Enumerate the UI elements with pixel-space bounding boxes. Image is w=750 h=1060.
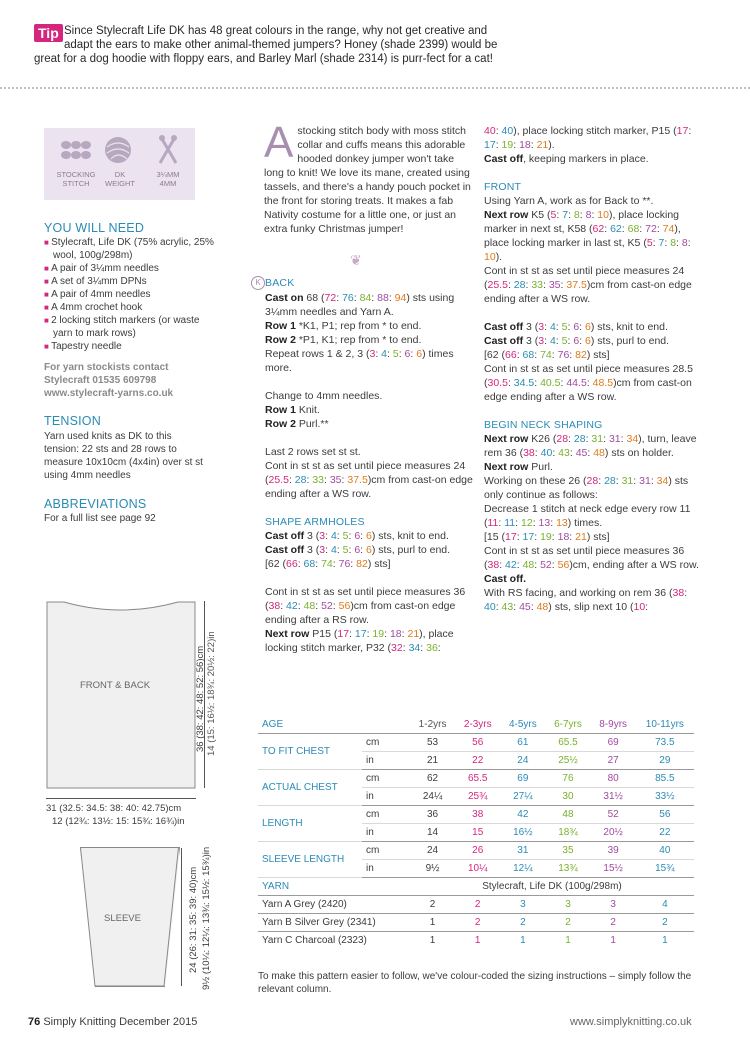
table-cell: 30 <box>545 788 590 806</box>
table-cell: 18¾ <box>545 824 590 842</box>
stockists: For yarn stockists contact Stylecraft 01535 609798 www.stylecraft-yarns.co.uk <box>44 362 174 399</box>
table-cell: 21 <box>410 752 455 770</box>
tip-badge: Tip <box>34 24 63 42</box>
table-cell: 35 <box>545 842 590 860</box>
list-item: ■ A 4mm crochet hook <box>44 301 214 314</box>
table-cell: 2 <box>500 914 545 932</box>
needles-icon <box>154 133 182 168</box>
front-back-diagram <box>46 600 196 790</box>
icon-box <box>44 128 195 200</box>
table-cell: 13¾ <box>545 860 590 878</box>
table-cell: 1 <box>565 935 571 946</box>
tension-text: Yarn used knits as DK to this tension: 22 sts and 28 rows to measure 10x10cm (4x4in) over st st using 4mm needles <box>44 431 203 481</box>
abbreviations-text: For a full list see page 92 <box>44 513 156 524</box>
table-cell: 1-2yrs <box>410 716 455 734</box>
width-arrow <box>46 798 196 799</box>
table-row <box>258 842 694 860</box>
sleeve-label: SLEEVE <box>104 913 141 924</box>
table-cell: 22 <box>636 824 694 842</box>
footer-url[interactable]: www.simplyknitting.co.uk <box>570 1016 692 1028</box>
table-cell: Yarn B Silver Grey (2341) <box>258 914 410 932</box>
table-cell: 65.5 <box>545 734 590 752</box>
materials-list <box>44 236 214 353</box>
back-heading: BACK <box>265 277 295 289</box>
sleeve-height-in: 9½ (10¼: 12¼: 13¾: 15½: 15¾)in <box>201 846 212 990</box>
table-cell: 31 <box>500 842 545 860</box>
you-will-need-heading: YOU WILL NEED <box>44 221 145 235</box>
list-item: ■ Stylecraft, Life DK (75% acrylic, 25% wool, 100g/298m) <box>44 236 214 262</box>
table-cell: cm <box>362 806 410 824</box>
list-item: ■ A pair of 3¼mm needles <box>44 262 214 275</box>
table-row <box>258 932 694 950</box>
table-cell: 4-5yrs <box>500 716 545 734</box>
table-cell: 2-3yrs <box>455 716 500 734</box>
icon-label-needles: 3¼MM 4MM <box>156 170 180 188</box>
intro: A stocking stitch body with moss stitch collar and cuffs means this adorable hooded donkey jumper won't take long to knit! We love its mane, created using tassels, and there's a handy pouch pocket in the front for storing treats. It makes a fab Nativity costume for a little one, or just an extra funky Christmas jumper! <box>264 118 471 235</box>
table-row <box>258 896 694 914</box>
table-cell: 56 <box>636 806 694 824</box>
front-height-in: 14 (15: 16½: 18¾: 20½: 22)in <box>206 631 217 756</box>
divider <box>0 87 750 89</box>
table-cell: 8-9yrs <box>591 716 636 734</box>
table-cell: Yarn A Grey (2420) <box>258 896 410 914</box>
table-cell: AGE <box>258 716 362 734</box>
table-cell: 61 <box>500 734 545 752</box>
table-cell: 2 <box>545 914 590 932</box>
list-item: ■ Tapestry needle <box>44 340 214 353</box>
table-row <box>258 914 694 932</box>
table-cell: in <box>362 860 410 878</box>
colour-coding-note: To make this pattern easier to follow, we've colour-coded the sizing instructions – simply follow the relevant column. <box>258 971 692 995</box>
table-cell: 1 <box>474 935 481 946</box>
table-cell: 22 <box>455 752 500 770</box>
ornament-icon: ❦ <box>350 252 362 268</box>
table-cell: 24 <box>410 842 455 860</box>
table-cell: LENGTH <box>258 806 362 842</box>
table-cell: 3 <box>500 896 545 914</box>
table-cell: YARN <box>258 878 362 896</box>
table-cell: 3 <box>591 896 636 914</box>
table-cell: TO FIT CHEST <box>258 734 362 770</box>
table-cell: 16½ <box>500 824 545 842</box>
table-row <box>258 806 694 824</box>
table-cell: 15½ <box>591 860 636 878</box>
footer-page <box>28 1016 197 1028</box>
table-cell: 3 <box>545 896 590 914</box>
table-cell: 76 <box>545 770 590 788</box>
magazine-name: Simply Knitting December 2015 <box>43 1016 198 1028</box>
tip-text-line3: great for a dog hoodie with floppy ears, and Barley Marl (shade 2314) is purr-fect for a cat! <box>34 53 493 65</box>
table-cell: 10-11yrs <box>636 716 694 734</box>
table-cell: Stylecraft, Life DK (100g/298m) <box>410 878 694 896</box>
table-cell: 65.5 <box>455 770 500 788</box>
front-width-in: 12 (12¾: 13½: 15: 15¾: 16¾)in <box>52 816 185 827</box>
front-width-cm: 31 (32.5: 34.5: 38: 40: 42.75)cm <box>46 803 182 814</box>
table-cell: 10¼ <box>455 860 500 878</box>
table-cell: 24¼ <box>410 788 455 806</box>
table-cell: 6-7yrs <box>545 716 590 734</box>
stockist-link[interactable]: www.stylecraft-yarns.co.uk <box>44 388 174 399</box>
table-cell: 1 <box>610 935 616 946</box>
table-row <box>258 878 694 896</box>
tip-text: Since Stylecraft Life DK has 48 great colours in the range, why not get creative and adapt the ears to make other animal-themed jumpers? Honey (shade 2399) would be <box>64 25 498 51</box>
table-cell: 24 <box>500 752 545 770</box>
table-cell: 1 <box>520 935 526 946</box>
front-heading: FRONT <box>484 181 522 193</box>
table-cell: 20½ <box>591 824 636 842</box>
sleeve-arrow <box>181 848 182 986</box>
table-cell: 15¾ <box>636 860 694 878</box>
table-cell: 25¾ <box>455 788 500 806</box>
table-cell: 27 <box>591 752 636 770</box>
yarn-ball-icon <box>103 135 133 168</box>
table-cell: 9½ <box>410 860 455 878</box>
abbreviations-heading: ABBREVIATIONS <box>44 497 147 511</box>
table-cell: 1 <box>429 935 436 946</box>
table-row <box>258 734 694 752</box>
table-cell: cm <box>362 734 410 752</box>
table-cell: 48 <box>545 806 590 824</box>
drop-cap: A <box>264 118 294 167</box>
table-cell: 38 <box>455 806 500 824</box>
table-cell: 26 <box>455 842 500 860</box>
table-cell: ACTUAL CHEST <box>258 770 362 806</box>
table-cell: 53 <box>410 734 455 752</box>
icon-label-weight: DK WEIGHT <box>105 170 135 188</box>
table-cell: 25½ <box>545 752 590 770</box>
sleeve-height-cm: 24 (26: 31: 35: 39: 40)cm <box>188 866 199 973</box>
table-cell: 2 <box>591 914 636 932</box>
list-item: ■ A set of 3¼mm DPNs <box>44 275 214 288</box>
icon-label-stitch: STOCKING STITCH <box>56 170 96 188</box>
table-cell: 27¼ <box>500 788 545 806</box>
table-cell: 2 <box>455 914 500 932</box>
table-cell: 52 <box>591 806 636 824</box>
table-cell: 2 <box>410 896 455 914</box>
table-cell: 80 <box>591 770 636 788</box>
table-cell: 15 <box>455 824 500 842</box>
front-height-cm: 36 (38: 42: 48: 52: 56)cm <box>195 645 206 752</box>
table-cell <box>362 716 410 734</box>
table-cell: 14 <box>410 824 455 842</box>
table-cell: 31½ <box>591 788 636 806</box>
table-cell: 2 <box>455 896 500 914</box>
table-cell: 1 <box>410 914 455 932</box>
table-cell: SLEEVE LENGTH <box>258 842 362 878</box>
front-back-label: FRONT & BACK <box>80 680 151 691</box>
table-cell: cm <box>362 770 410 788</box>
list-item: ■ A pair of 4mm needles <box>44 288 214 301</box>
table-cell: 12¼ <box>500 860 545 878</box>
tension-heading: TENSION <box>44 414 101 428</box>
front-instructions: 40: 40), place locking stitch marker, P15 (17: 17: 19: 18: 21). Cast off, keeping markers in place. FRONT Using Yarn A, work as for Back to **. Next row K5 (5: 7: 8: 8: 10), place locking marker in next st, K58 (62: 62: 68: 72: 74), place locking marker in last st, K5 (5: 7: 8: 8: 10). Cont in st st as set until piece measures 24 (25.5: 28: 33: 35: 37.5)cm from cast-on edge ending after a WS row. Cast off 3 (3: 4: 5: 6: 6) sts, knit to end. Cast off 3 (3: 4: 5: 6: 6) sts, purl to end. [62 (66: 68: 74: 76: 82) sts] Cont in st st as set until piece measures 28.5 (30.5: 34.5: 40.5: 44.5: 48.5)cm from cast-on edge ending after a WS row. BEGIN NECK SHAPING Next row K26 (28: 28: 31: 31: 34), turn, leave rem 36 (38: 40: 43: 45: 48) sts on holder. Next row Purl. Working on these 26 (28: 28: 31: 31: 34) sts only continue as follows: Decrease 1 stitch at neck edge every row 11 (11: 11: 12: 13: 13) times. [15 (17: 17: 19: 18: 21) sts] Cont in st st as set until piece measures 36 (38: 42: 48: 52: 56)cm, ending after a WS row. Cast off. With RS facing, and working on rem 36 (38: 40: 43: 45: 48) sts, slip next 10 (10: <box>484 124 704 614</box>
table-cell: 4 <box>636 896 694 914</box>
stocking-stitch-icon <box>58 136 94 167</box>
table-cell: 29 <box>636 752 694 770</box>
back-instructions: Cast on 68 (72: 76: 84: 88: 94) sts using 3¼mm needles and Yarn A. Row 1 *K1, P1; rep from * to end. Row 2 *P1, K1; rep from * to end. Repeat rows 1 & 2, 3 (3: 4: 5: 6: 6) times more. Change to 4mm needles. Row 1 Knit. Row 2 Purl.** Last 2 rows set st st. Cont in st st as set until piece measures 24 (25.5: 28: 33: 35: 37.5)cm from cast-on edge ending after a WS row. SHAPE ARMHOLES Cast off 3 (3: 4: 5: 6: 6) sts, knit to end. Cast off 3 (3: 4: 5: 6: 6) sts, purl to end. [62 (66: 68: 74: 76: 82) sts] Cont in st st as set until piece measures 36 (38: 42: 48: 52: 56)cm from cast-on edge ending after a RS row. Next row P15 (17: 17: 19: 18: 21), place locking stitch marker, P32 (32: 34: 36: <box>265 291 477 655</box>
table-cell: in <box>362 788 410 806</box>
table-cell: 2 <box>636 914 694 932</box>
table-cell: 1 <box>662 935 668 946</box>
page-number: 76 <box>28 1016 41 1028</box>
table-cell: 36 <box>410 806 455 824</box>
table-cell: cm <box>362 842 410 860</box>
table-cell <box>362 878 410 896</box>
table-cell: 33½ <box>636 788 694 806</box>
list-item: ■ 2 locking stitch markers (or waste yarn to mark rows) <box>44 314 214 340</box>
table-cell: 85.5 <box>636 770 694 788</box>
table-cell: 69 <box>591 734 636 752</box>
neck-shaping-heading: BEGIN NECK SHAPING <box>484 419 603 431</box>
table-row <box>258 770 694 788</box>
table-cell: 40 <box>636 842 694 860</box>
table-cell: 69 <box>500 770 545 788</box>
table-cell: in <box>362 752 410 770</box>
table-cell: 56 <box>455 734 500 752</box>
table-cell: 39 <box>591 842 636 860</box>
table-cell: 62 <box>410 770 455 788</box>
shape-armholes-heading: SHAPE ARMHOLES <box>265 516 365 528</box>
knit-badge: K <box>251 276 265 290</box>
table-cell: Yarn C Charcoal (2323) <box>262 935 367 946</box>
table-cell: 42 <box>500 806 545 824</box>
size-table <box>258 716 694 949</box>
table-cell: 73.5 <box>636 734 694 752</box>
table-header <box>258 716 694 734</box>
table-cell: in <box>362 824 410 842</box>
